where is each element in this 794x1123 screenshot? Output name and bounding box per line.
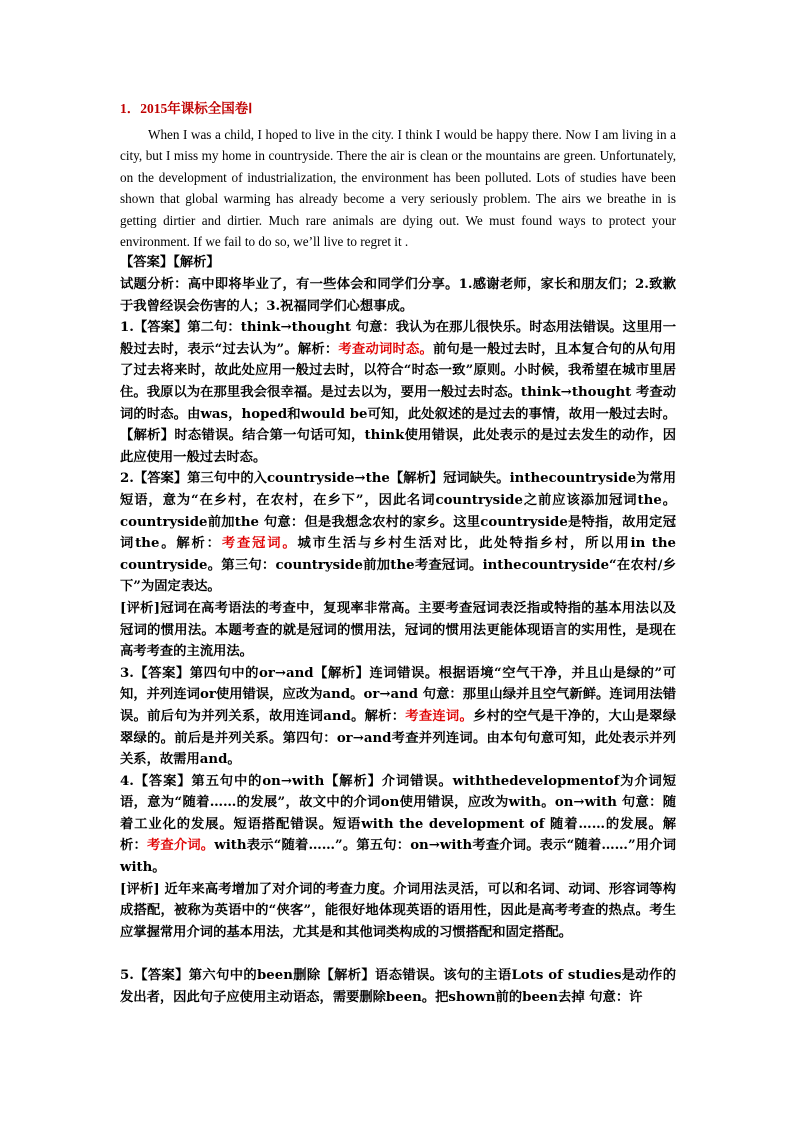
analysis-text: 试题分析：高中即将毕业了，有一些体会和同学们分享。1.感谢老师，家长和朋友们；2.致歉于我曾经误会伤害的人；3.祝福同学们心想事成。 [120,277,676,314]
comment-1 [120,598,676,663]
question-heading: 1．2015年课标全国卷Ⅰ [120,101,253,116]
answer-item-2 [120,468,676,598]
item-highlight: 考查动词时态。 [338,341,434,357]
answer-item-5 [120,965,676,1008]
item-text: 1.【答案】第二句：think→thought 句意：我认为在那儿很快乐。时态用法错误。这里用一般过去时，表示“过去认为”。解析： [120,320,676,357]
answer-header: 【答案】【解析】 [120,255,220,271]
item-text: [评析]冠词在高考语法的考查中，复现率非常高。主要考查冠词表泛指或特指的基本用法以及冠词的惯用法。本题考查的就是冠词的惯用法，冠词的惯用法更能体现语言的实用性，是现在高考考查的主流用法。 [120,600,676,660]
item-text: 4.【答案】第五句中的on→with【解析】介词错误。withthedevelopmentof为介词短语，意为“随着……的发展”，故文中的介词on使用错误，应改为with。on→with 句意：随着工业化的发展。短语搭配错误。短语with the development of 随着……的发展。解析： [120,773,676,854]
item-highlight: 考查连词。 [405,708,474,724]
passage-text: When I was a child, I hoped to live in the city. I think I would be happy there. Now I am living in a city, but I miss my home in countryside. There the air is clean or the mountains are green. Unfortunately, on the development of industrialization, the environment has been polluted. Lots of studies have been shown that global warming has already become a very seriously problem. The airs we breathe in is getting dirtier and dirtier. Much rare animals are dying out. We must found ways to protect your environment. If we fail to do so, we’ll live to regret it . [120,127,676,250]
answer-item-1 [120,317,676,468]
item-text: [评析] 近年来高考增加了对介词的考查力度。介词用法灵活，可以和名词、动词、形容词等构成搭配，被称为英语中的“侠客”，能很好地体现英语的语用性，因此是高考考查的热点。考生应掌握常用介词的基本用法，尤其是和其他词类构成的习惯搭配和固定搭配。 [120,881,676,940]
item-highlight: 考查介词。 [146,838,215,854]
document-page [120,98,676,1009]
answer-item-3 [120,663,676,771]
item-text: 乡村的空气是干净的，大山是翠绿翠绿的。前后是并列关系。第四句：or→and考查并列连词。由本句句意可知，此处表示并列关系，故需用and。 [120,708,676,768]
item-text: 2.【答案】第三句中的入countryside→the【解析】冠词缺失。inthecountryside为常用短语，意为“在乡村，在农村，在乡下”，因此名词countryside之前应该添加冠词the。countryside前加the 句意：但是我想念农村的家乡。这里countryside是特指，故用定冠词the。解析： [120,471,676,552]
item-text: 5.【答案】第六句中的been删除【解析】语态错误。该句的主语Lots of studies是动作的发出者，因此句子应使用主动语态，需要删除been。把shown前的been去掉 句意：许 [120,968,676,1006]
answer-item-4 [120,771,676,879]
spacer [120,943,676,965]
item-text: with表示“随着……”。第五句：on→with考查介词。表示“随着……”用介词with。 [120,838,677,876]
item-highlight: 考查冠词。 [221,536,298,552]
item-text: 3.【答案】第四句中的or→and【解析】连词错误。根据语境“空气干净，并且山是绿的”可知，并列连词or使用错误，应改为and。or→and 句意：那里山绿并且空气新鲜。连词用法错误。前后句为并列关系，故用连词and。解析： [120,665,676,724]
item-text: 城市生活与乡村生活对比，此处特指乡村，所以用in the countryside。第三句：countryside前加the考查冠词。inthecountryside“在农村/乡下”为固定表达。 [120,536,677,595]
item-text: 前句是一般过去时，且本复合句的从句用了过去将来时，故此处应用一般过去时，以符合“时态一致”原则。小时候，我希望在城市里居住。我原以为在那里我会很幸福。是过去以为，要用一般过去时态。think→thought 考查动词的时态。由was，hoped和would be可知，此处叙述的是过去的事情，故用一般过去时。【解析】时态错误。结合第一句话可知，think使用错误，此处表示的是过去发生的动作，因此应使用一般过去时态。 [120,341,677,465]
comment-2 [120,879,676,944]
